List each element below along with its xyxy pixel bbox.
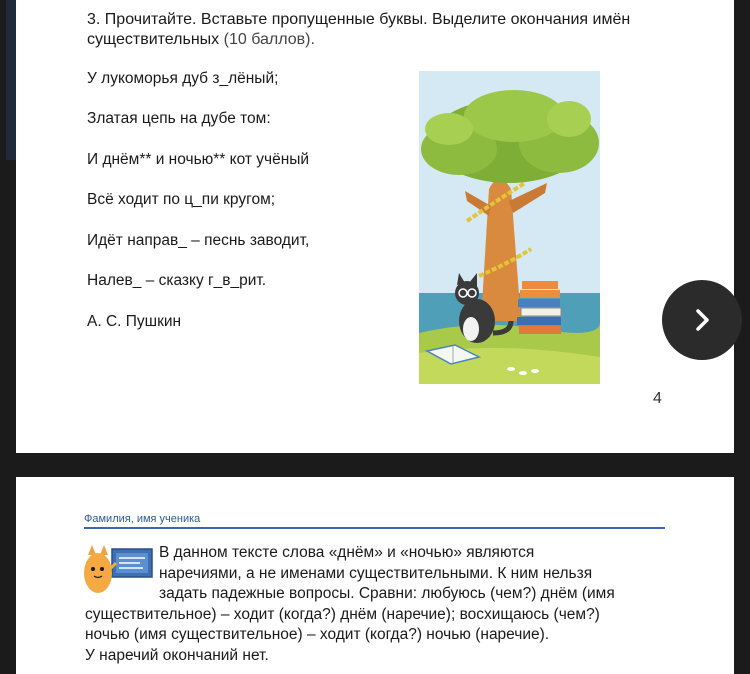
task-points: (10 баллов). bbox=[223, 31, 315, 48]
note-line: ночью (имя существительное) – ходит (когда?) ночью (наречие). bbox=[85, 626, 550, 643]
note-line bbox=[85, 543, 685, 564]
document-page-5 bbox=[16, 477, 734, 674]
note-line bbox=[85, 584, 685, 605]
note-line: У наречий окончаний нет. bbox=[85, 646, 269, 664]
student-name-line bbox=[84, 527, 665, 529]
poem-line: Златая цепь на дубе том: bbox=[87, 110, 271, 127]
tree-cat-illustration bbox=[419, 71, 600, 384]
task-title-text: 3. Прочитайте. Вставьте пропущенные буквы. Выделите окончания имён существительных bbox=[87, 11, 631, 48]
note-line-text: наречиями, а не именами существительными. К ним нельзя bbox=[159, 564, 593, 582]
note-line-text: В данном тексте слова «днём» и «ночью» являются bbox=[159, 544, 535, 561]
page-number: 4 bbox=[653, 390, 662, 407]
poem-line: У лукоморья дуб з_лёный; bbox=[87, 70, 279, 87]
document-page-4 bbox=[16, 0, 734, 453]
chevron-right-icon bbox=[688, 306, 716, 334]
poem-line: Всё ходит по ц_пи кругом; bbox=[87, 191, 276, 208]
viewer-left-strip bbox=[0, 0, 16, 674]
next-page-button[interactable] bbox=[662, 280, 742, 360]
student-name-label: Фамилия, имя ученика bbox=[84, 513, 201, 525]
task-title bbox=[87, 10, 647, 50]
poem-author: А. С. Пушкин bbox=[87, 313, 182, 330]
viewer-left-accent bbox=[6, 0, 16, 160]
poem-line: Налев_ – сказку г_в_рит. bbox=[87, 272, 267, 289]
explanation-note bbox=[85, 543, 685, 666]
poem-line: Идёт направ_ – песнь заводит, bbox=[87, 232, 310, 249]
note-line bbox=[85, 564, 685, 585]
note-line-text: задать падежные вопросы. Сравни: любуюсь (чем?) днём (имя bbox=[159, 585, 615, 602]
note-line: существительное) – ходит (когда?) днём (наречие); восхищаюсь (чем?) bbox=[85, 605, 600, 623]
poem-line: И днём** и ночью** кот учёный bbox=[87, 151, 310, 168]
